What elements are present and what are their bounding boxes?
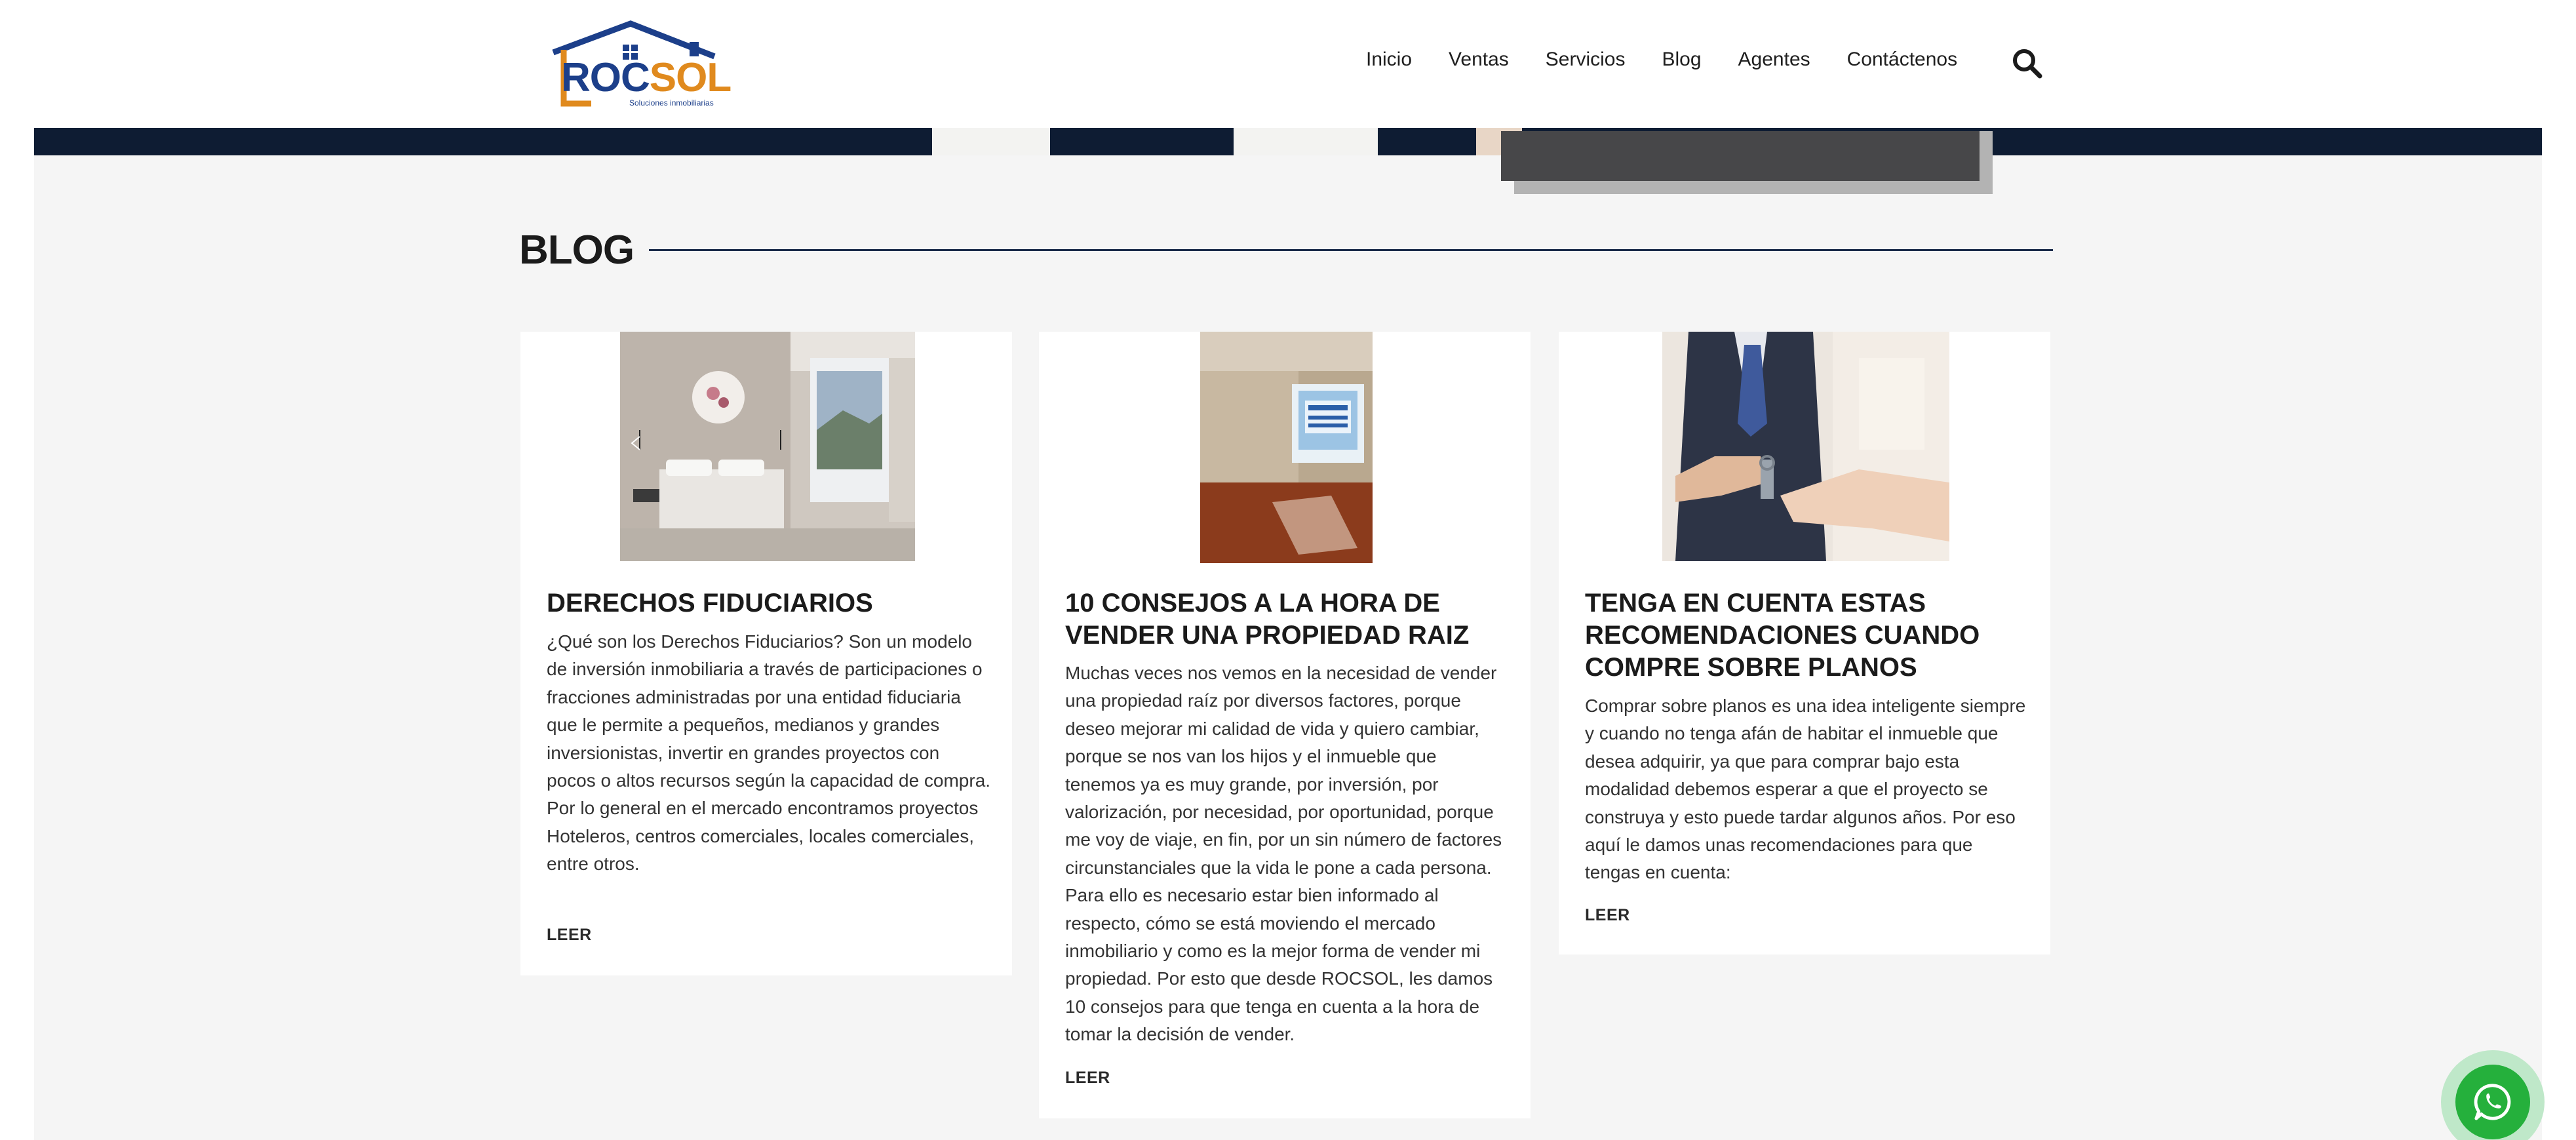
section-divider bbox=[649, 249, 2053, 251]
read-more-link[interactable]: LEER bbox=[547, 926, 592, 944]
nav-contactenos[interactable]: Contáctenos bbox=[1846, 49, 1958, 70]
logo-tagline: Soluciones inmobiliarias bbox=[629, 98, 714, 108]
site-header bbox=[0, 0, 2576, 128]
whatsapp-button[interactable] bbox=[2455, 1065, 2530, 1139]
read-more-link[interactable]: LEER bbox=[1585, 906, 1630, 924]
main-nav bbox=[1366, 49, 1994, 71]
post-title[interactable]: DERECHOS FIDUCIARIOS bbox=[547, 589, 873, 618]
whatsapp-icon bbox=[2472, 1082, 2513, 1122]
post-title[interactable]: 10 CONSEJOS A LA HORA DE VENDER UNA PROPIEDAD RAIZ bbox=[1065, 589, 1470, 650]
post-excerpt: Comprar sobre planos es una idea inteligente siempre y cuando no tenga afán de habitar el inmueble que desea adquirir, ya que para comprar bajo esta modalidad debemos esperar a que el proyecto se construya y esto puede tardar algunos años. Por eso aquí le damos unas recomendaciones para que tengas en cuenta: bbox=[1585, 696, 2026, 883]
hero-image-fragment bbox=[932, 128, 1050, 155]
section-title: BLOG bbox=[519, 227, 634, 273]
nav-servicios[interactable]: Servicios bbox=[1545, 49, 1626, 70]
blog-card bbox=[1039, 332, 1531, 1118]
post-excerpt: ¿Qué son los Derechos Fiduciarios? Son un modelo de inversión inmobiliaria a través de participaciones o fracciones administradas por una entidad fiduciaria que le permite a pequeños, medianos y grandes inversionistas, invertir en grandes proyectos con pocos o altos recursos según la capacidad de compra. Por lo general en el mercado encontramos proyectos Hoteleros, centros comerciales, locales comerciales, entre otros. bbox=[547, 631, 991, 875]
nav-inicio[interactable]: Inicio bbox=[1366, 49, 1413, 70]
keys-handover-photo[interactable] bbox=[1662, 332, 1949, 561]
logo-wordmark: ROCSOL bbox=[561, 55, 732, 100]
read-more-link[interactable]: LEER bbox=[1065, 1069, 1110, 1087]
nav-blog[interactable]: Blog bbox=[1662, 49, 1702, 70]
post-title[interactable]: TENGA EN CUENTA ESTAS RECOMENDACIONES CUANDO COMPRE SOBRE PLANOS bbox=[1585, 589, 1980, 682]
blog-card bbox=[1559, 332, 2050, 954]
hero-overlay-box bbox=[1501, 131, 1980, 181]
bedroom-photo[interactable] bbox=[620, 332, 915, 561]
search-icon[interactable] bbox=[2011, 47, 2044, 80]
nav-agentes[interactable]: Agentes bbox=[1738, 49, 1810, 70]
hero-image-fragment bbox=[1234, 128, 1378, 155]
empty-room-photo[interactable] bbox=[1200, 332, 1373, 563]
hero-banner-strip bbox=[34, 128, 2542, 155]
post-excerpt: Muchas veces nos vemos en la necesidad de vender una propiedad raíz por diversos factores, porque deseo mejorar mi calidad de vida y quiero cambiar, porque se nos van los hijos y el inmueble que tenemos ya es muy grande, por inversión, por valorización, por necesidad, por oportunidad, porque me voy de viaje, en fin, por un sin número de factores circunstanciales que la vida le pone a cada persona. Para ello es necesario estar bien informado al respecto, cómo se está moviendo el mercado inmobiliario y como es la mejor forma de vender mi propiedad. Por esto que desde ROCSOL, les damos 10 consejos para que tenga en cuenta a la hora de tomar la decisión de vender. bbox=[1065, 663, 1502, 1045]
rocsol-logo[interactable] bbox=[545, 20, 732, 110]
nav-ventas[interactable]: Ventas bbox=[1449, 49, 1509, 70]
blog-card bbox=[520, 332, 1012, 975]
